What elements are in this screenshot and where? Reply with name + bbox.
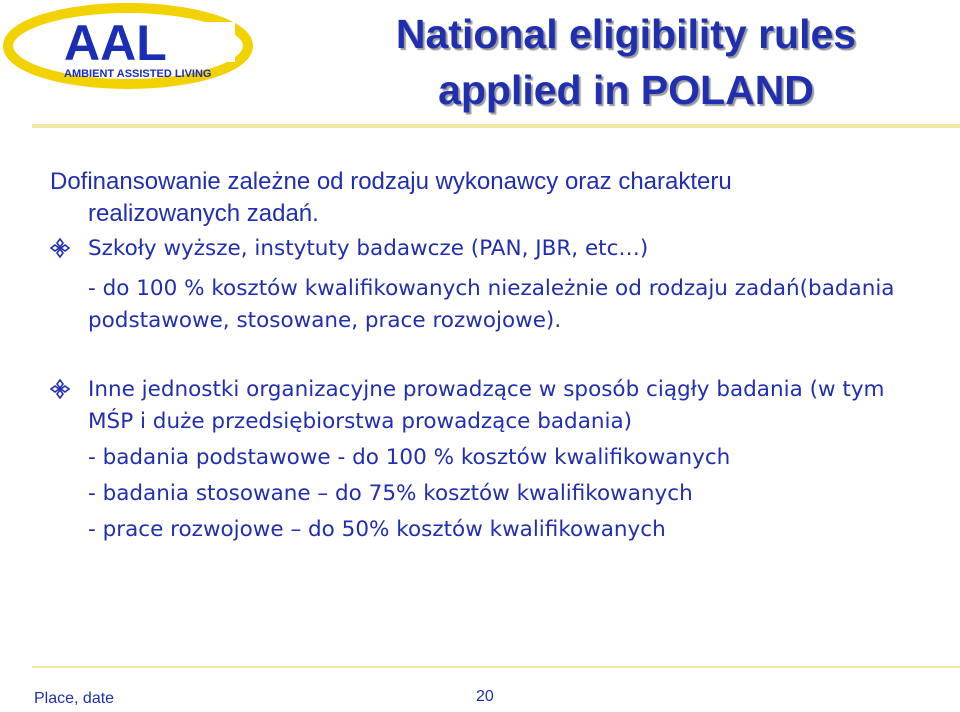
bullet-2-line-5: - prace rozwojowe – do 50% kosztów kwalifikowanych (88, 517, 666, 542)
diamond-bullet-icon (50, 238, 70, 258)
footer-divider (32, 666, 960, 668)
page-number: 20 (476, 688, 494, 705)
header-divider (32, 124, 960, 128)
footer-place-date: Place, date (34, 690, 115, 707)
bullet-1-line-2: - do 100 % kosztów kwalifikowanych niezależnie od rodzaju zadań(badania (88, 276, 895, 301)
page-title (296, 6, 956, 118)
logo-brand-text: AAL (64, 15, 167, 71)
aal-logo (0, 0, 300, 100)
bullet-2-line-2: MŚP i duże przedsiębiorstwa prowadzące badania) (88, 409, 633, 434)
bullet-1-line-1: Szkoły wyższe, instytuty badawcze (PAN, JBR, etc…) (88, 236, 649, 261)
title-line-2: applied in POLAND (438, 67, 814, 113)
bullet-2-line-1: Inne jednostki organizacyjne prowadzące w sposób ciągły badania (w tym (88, 377, 885, 402)
title-line-1: National eligibility rules (395, 11, 857, 57)
intro-paragraph (50, 166, 910, 230)
intro-line-1: Dofinansowanie zależne od rodzaju wykonawcy oraz charakteru (50, 168, 732, 195)
bullet-2-line-4: - badania stosowane – do 75% kosztów kwalifikowanych (88, 481, 693, 506)
bullet-2-line-3: - badania podstawowe - do 100 % kosztów kwalifikowanych (88, 445, 731, 470)
diamond-bullet-icon (50, 379, 70, 399)
bullet-1-line-3: podstawowe, stosowane, prace rozwojowe). (88, 308, 562, 333)
intro-line-2: realizowanych zadań. (88, 200, 319, 227)
logo-tagline-text: AMBIENT ASSISTED LIVING (64, 68, 212, 80)
